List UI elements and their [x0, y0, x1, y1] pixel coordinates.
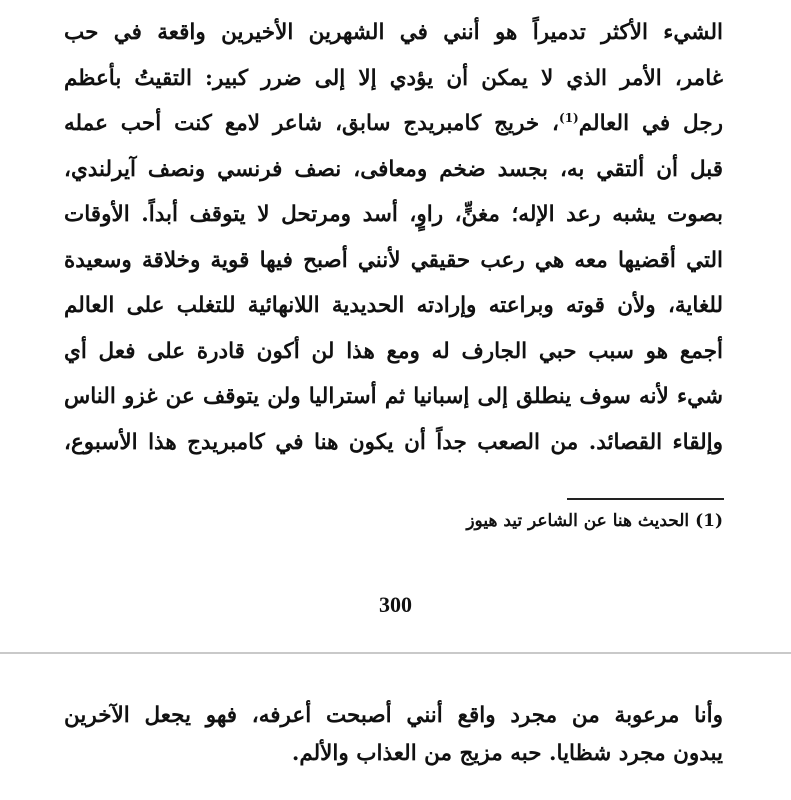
- body-text: [64, 10, 723, 465]
- text-line: للغاية، ولأن قوته وبراعته وإرادته الحديدية اللانهائية للتغلب على العالم: [64, 293, 723, 318]
- footnote-divider: [567, 498, 724, 500]
- text-line: أجمع هو سبب حبي الجارف له ومع هذا لن أكون قادرة على فعل أي: [64, 338, 723, 364]
- page-number: 300: [379, 592, 412, 617]
- text-line: وأنا مرعوبة من مجرد واقع أنني أصبحت أعرفه، فهو يجعل الآخرين: [64, 703, 723, 728]
- text-line: الشيء الأكثر تدميراً هو أنني في الشهرين الأخيرين واقعة في حب: [64, 20, 723, 45]
- text-line: وإلقاء القصائد. من الصعب جداً أن يكون هنا في كامبريدج هذا الأسبوع،: [64, 429, 723, 455]
- body-text: [64, 697, 723, 773]
- text-line: بصوت يشبه رعد الإله؛ مغنٍّ، راوٍ، أسد ومرتحل لا يتوقف أبداً. الأوقات: [64, 202, 723, 227]
- footnote: (1) الحديث هنا عن الشاعر تيد هيوز: [466, 511, 723, 531]
- text-line: شيء لأنه سوف ينطلق إلى إسبانيا ثم أستراليا ولن يتوقف عن غزو الناس: [64, 384, 723, 409]
- text-line: يبدون مجرد شظايا. حبه مزيج من العذاب والألم.: [291, 741, 723, 766]
- next-book-page: [0, 654, 791, 800]
- text-fragment: ، خريج كامبريدج سابق، شاعر لامع كنت أحب عمله: [64, 111, 559, 136]
- footnote-marker: (1): [559, 110, 579, 125]
- text-line: التي أقضيها معه هي رعب حقيقي لأنني أصبح فيها قوية وخلاقة وسعيدة: [64, 247, 723, 273]
- text-line: غامر، الأمر الذي لا يمكن أن يؤدي إلا إلى ضرر كبير: التقيتُ بأعظم: [64, 65, 723, 91]
- text-line: [64, 101, 723, 147]
- text-line: قبل أن ألتقي به، بجسد ضخم ومعافى، نصف فرنسي ونصف آيرلندي،: [64, 156, 723, 182]
- text-fragment: رجل في العالم: [578, 111, 723, 136]
